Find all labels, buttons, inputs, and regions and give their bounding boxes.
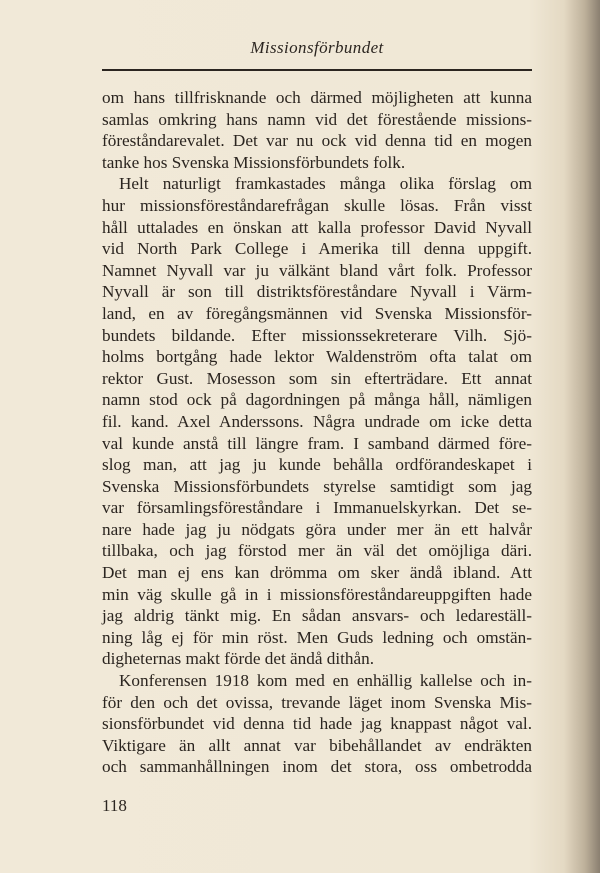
text-line: jag aldrig tänkt mig. En sådan ansvars- och ledareställ- [102,606,532,626]
header-rule [102,69,532,71]
text-line: digheternas makt förde det ändå dithån. [102,649,375,669]
text-line: tillbaka, och jag förstod mer än väl det omöjliga däri. [102,541,532,561]
text-line: samlas omkring hans namn vid det förestående missions- [102,109,532,129]
text-line: hur missionsföreståndarefrågan skulle lösas. Från visst [102,195,532,215]
text-line: sionsförbundet vid denna tid hade jag knappast något val. [102,714,532,734]
text-line: för den och det ovissa, trevande läget inom Svenska Mis- [102,692,532,712]
text-line: min väg skulle gå in i missionsföreståndareuppgiften hade [102,584,532,604]
text-line: föreståndarevalet. Det var nu ock vid denna tid en mogen [102,131,532,151]
text-line: Nyvall är son till distriktsföreståndare Nyvall i Värm- [102,282,532,302]
text-line: namn stod ock på dagordningen på många håll, nämligen [102,390,532,410]
text-line: slog man, att jag ju kunde behålla ordförandeskapet i [102,455,532,475]
text-line: tanke hos Svenska Missionsförbundets folk. [102,152,406,172]
text-line: Helt naturligt framkastades många olika förslag om [119,174,532,194]
running-header: Missionsförbundet [250,38,384,57]
text-line: Viktigare än allt annat var bibehållandet av endräkten [102,735,532,755]
text-line: nare hade jag ju nödgats göra under mer än ett halvår [102,519,532,539]
text-line: bundets bildande. Efter missionssekreterare Vilh. Sjö- [102,325,532,345]
text-line: Konferensen 1918 kom med en enhällig kallelse och in- [119,671,532,691]
text-line: land, en av föregångsmännen vid Svenska Missionsför- [102,303,532,323]
text-line: om hans tillfrisknande och därmed möjligheten att kunna [102,88,532,107]
text-line: Det man ej ens kan drömma om sker ändå ibland. Att [102,563,532,583]
text-line: och sammanhållningen inom det stora, oss ombetrodda [102,757,532,777]
text-line: Namnet Nyvall var ju välkänt bland vårt folk. Professor [102,260,532,280]
text-line: ning låg ej för min röst. Men Guds ledning och omstän- [102,627,532,647]
page-number: 118 [102,796,127,815]
text-line: vid North Park College i Amerika till denna uppgift. [102,239,532,259]
text-line: val kunde anstå till längre fram. I samband därmed före- [102,433,532,453]
text-line: Svenska Missionsförbundets styrelse samtidigt som jag [102,476,532,496]
text-line: var församlingsföreståndare i Immanuelskyrkan. Det se- [102,498,532,518]
body-text [102,87,532,778]
text-line: håll uttalades en önskan att kalla professor David Nyvall [102,217,532,237]
text-line: holms bortgång hade lektor Waldenström ofta talat om [102,347,532,367]
text-line: fil. kand. Axel Anderssons. Några undrade om icke detta [102,411,532,431]
text-line: rektor Gust. Mosesson som sin efterträdare. Ett annat [102,368,532,388]
